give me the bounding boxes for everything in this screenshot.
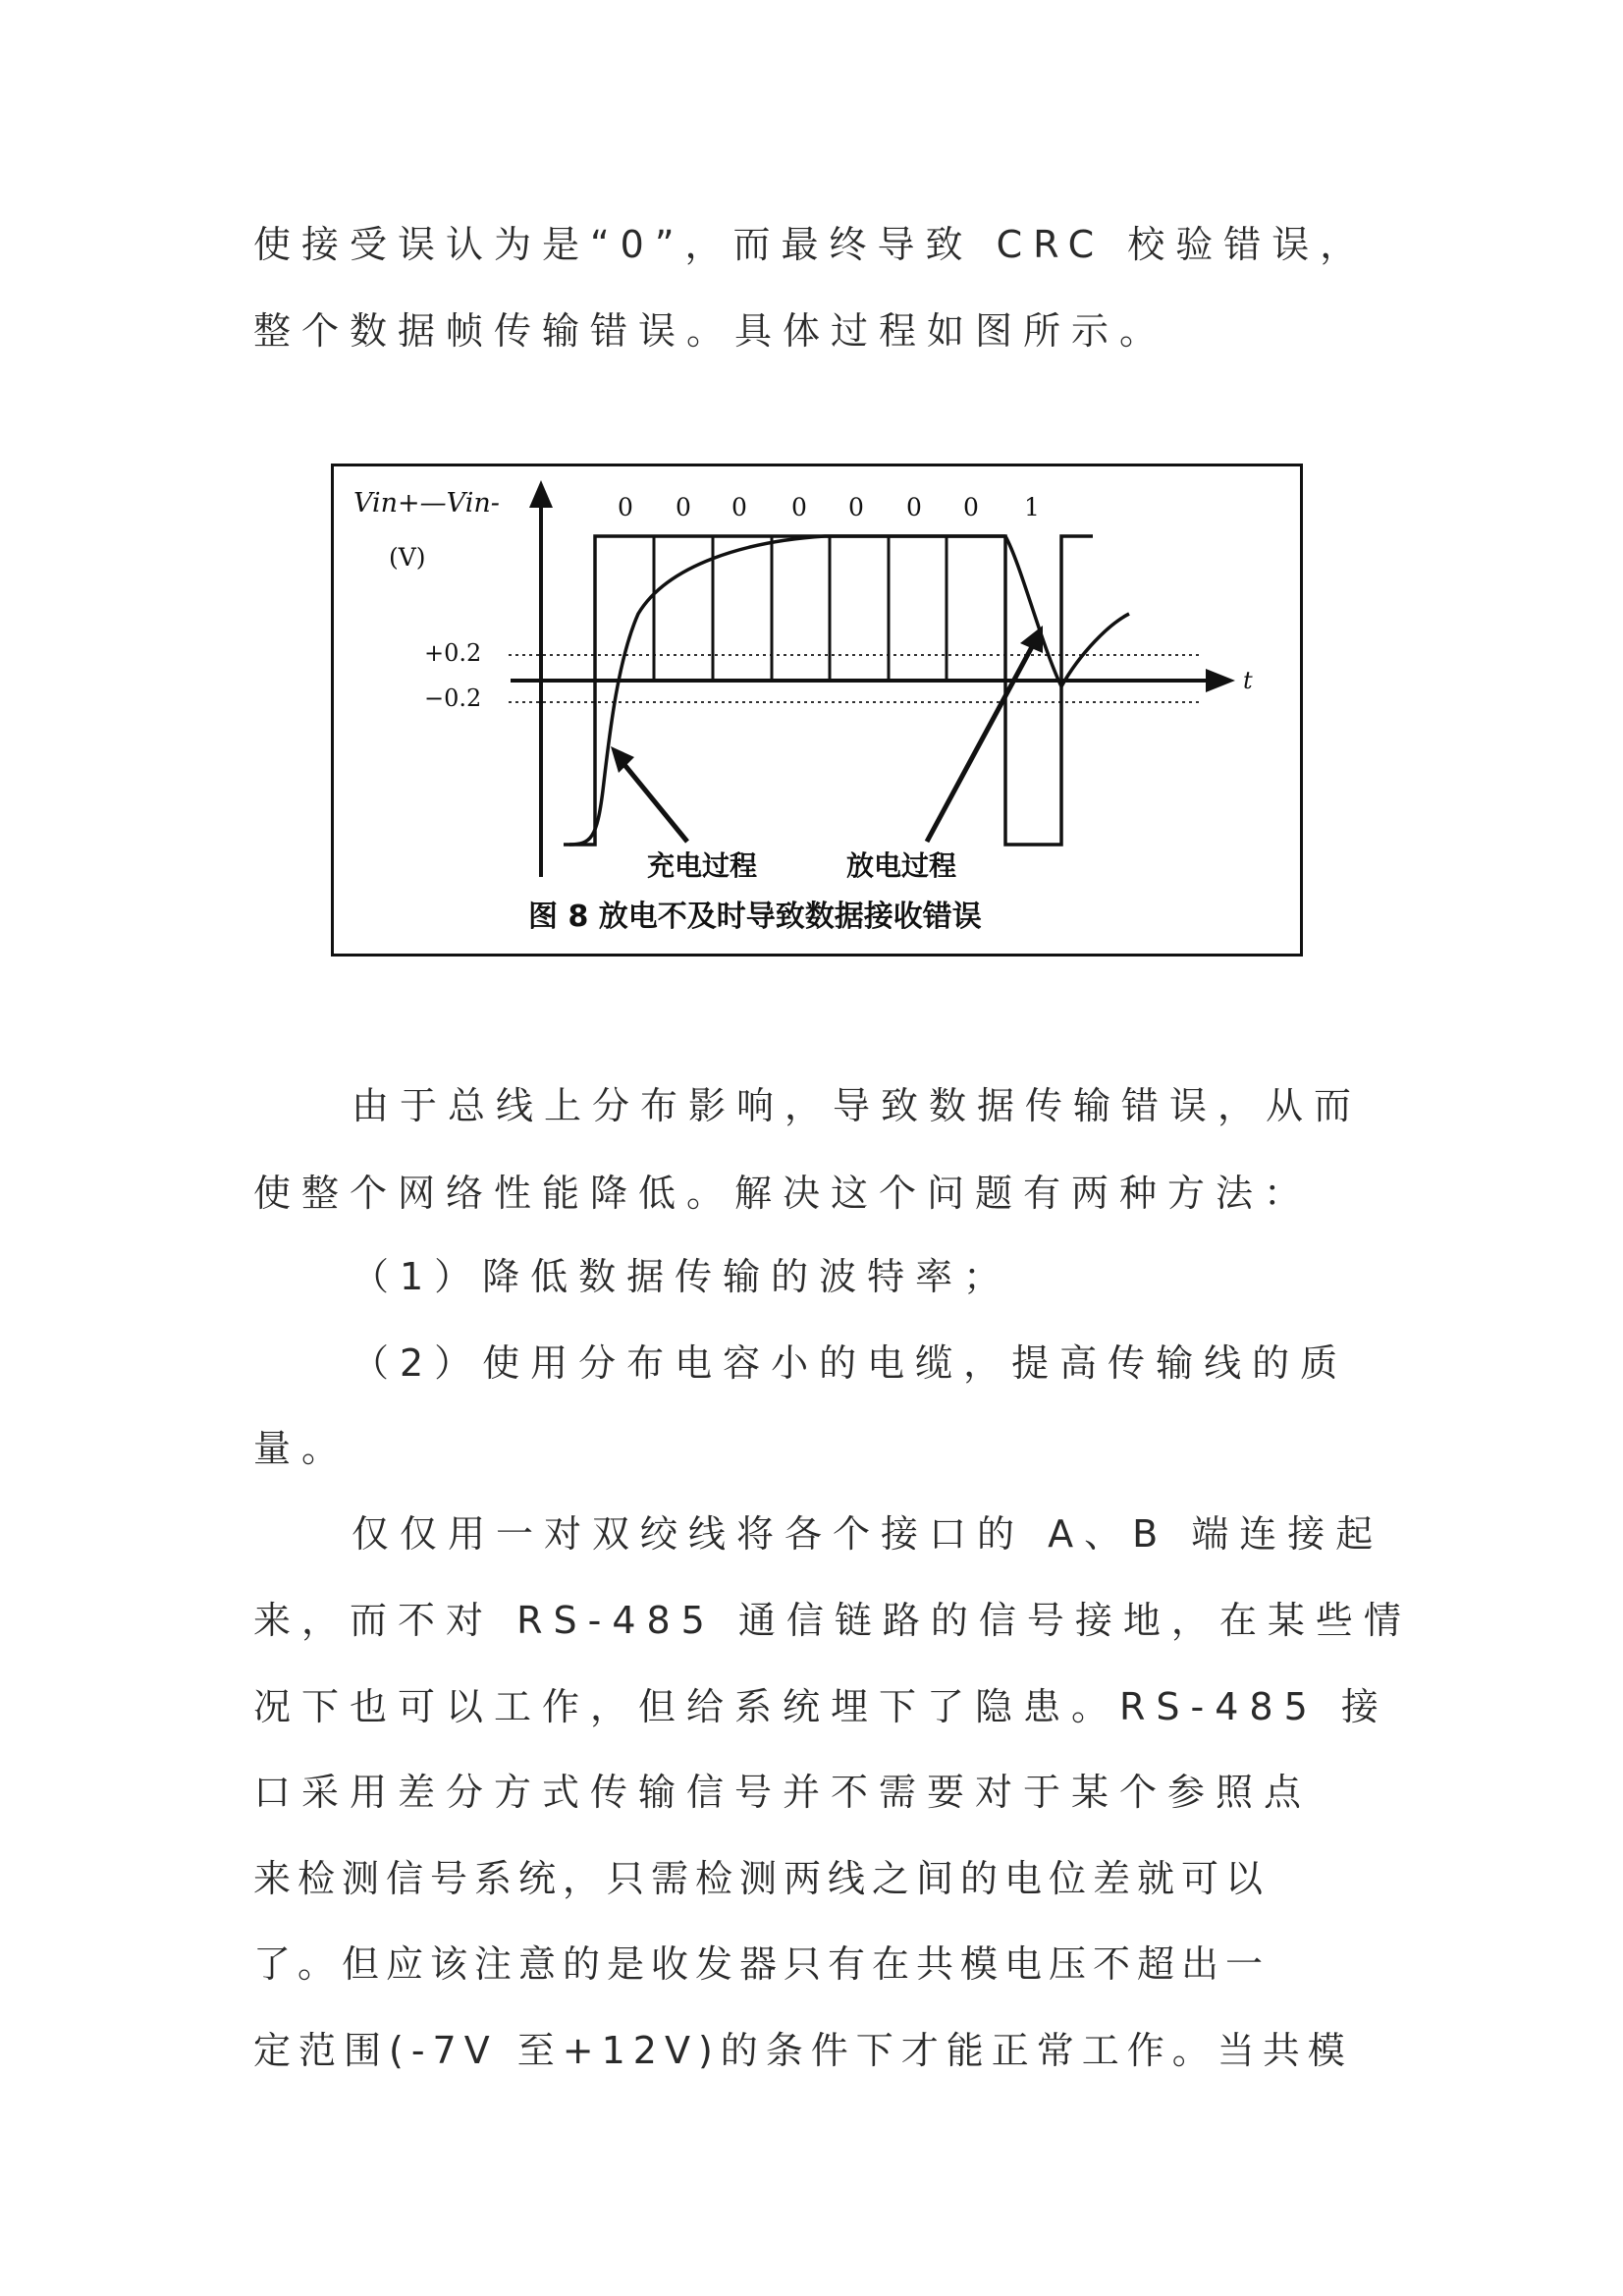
body-p2-line-3: 况下也可以工作，但给系统埋下了隐患。RS-485 接 (253, 1685, 1389, 1728)
paragraph-top-line-2: 整个数据帧传输错误。具体过程如图所示。 (253, 309, 1168, 353)
bit-label: 0 (731, 493, 747, 521)
y-axis-label: Vin+—Vin- (353, 488, 500, 519)
body-p2-line-2: 来，而不对 RS-485 通信链路的信号接地，在某些情 (253, 1599, 1412, 1642)
body-p2-line-4: 口采用差分方式传输信号并不需要对于某个参照点 (253, 1771, 1313, 1814)
body-p2-line-5: 来检测信号系统，只需检测两线之间的电位差就可以 (253, 1857, 1271, 1900)
charge-curve (569, 536, 1005, 845)
x-axis-label: t (1243, 667, 1253, 694)
bit-label: 1 (1024, 493, 1040, 521)
annotation-charge: 充电过程 (647, 849, 758, 882)
threshold-high-label: +0.2 (424, 639, 482, 667)
threshold-low-label: −0.2 (424, 684, 482, 712)
bit-label: 0 (618, 493, 633, 521)
paragraph-top-line-1: 使接受误认为是“0”，而最终导致 CRC 校验错误， (253, 223, 1369, 266)
annotation-discharge: 放电过程 (846, 849, 957, 882)
figure-waveform (331, 464, 1303, 957)
y-axis-arrow (529, 480, 553, 508)
figure-caption: 图 8 放电不及时导致数据接收错误 (528, 900, 982, 934)
body-p2-line-6: 了。但应该注意的是收发器只有在共模电压不超出一 (253, 1942, 1271, 1986)
bit-label: 0 (676, 493, 691, 521)
x-axis-arrow (1206, 669, 1235, 692)
body-item-2-line-2: 量。 (253, 1427, 351, 1470)
discharge-arrow-line (927, 643, 1034, 842)
bit-label: 0 (906, 493, 922, 521)
body-p2-line-7: 定范围(-7V 至+12V)的条件下才能正常工作。当共模 (253, 2029, 1353, 2072)
waveform-chart (334, 466, 1300, 954)
body-p1-line-2: 使整个网络性能降低。解决这个问题有两种方法： (253, 1172, 1313, 1215)
body-p1-line-1: 由于总线上分布影响，导致数据传输错误，从而 (352, 1084, 1363, 1127)
bit-label: 0 (963, 493, 979, 521)
body-item-1: （1）降低数据传输的波特率； (352, 1255, 1012, 1298)
bit-label: 0 (848, 493, 864, 521)
bit-label: 0 (791, 493, 807, 521)
body-item-2-line-1: （2）使用分布电容小的电缆，提高传输线的质 (352, 1341, 1349, 1385)
y-axis-unit: (V) (389, 543, 426, 572)
charge-arrow-line (622, 761, 687, 842)
body-p2-line-1: 仅仅用一对双绞线将各个接口的 A、B 端连接起 (352, 1512, 1384, 1556)
